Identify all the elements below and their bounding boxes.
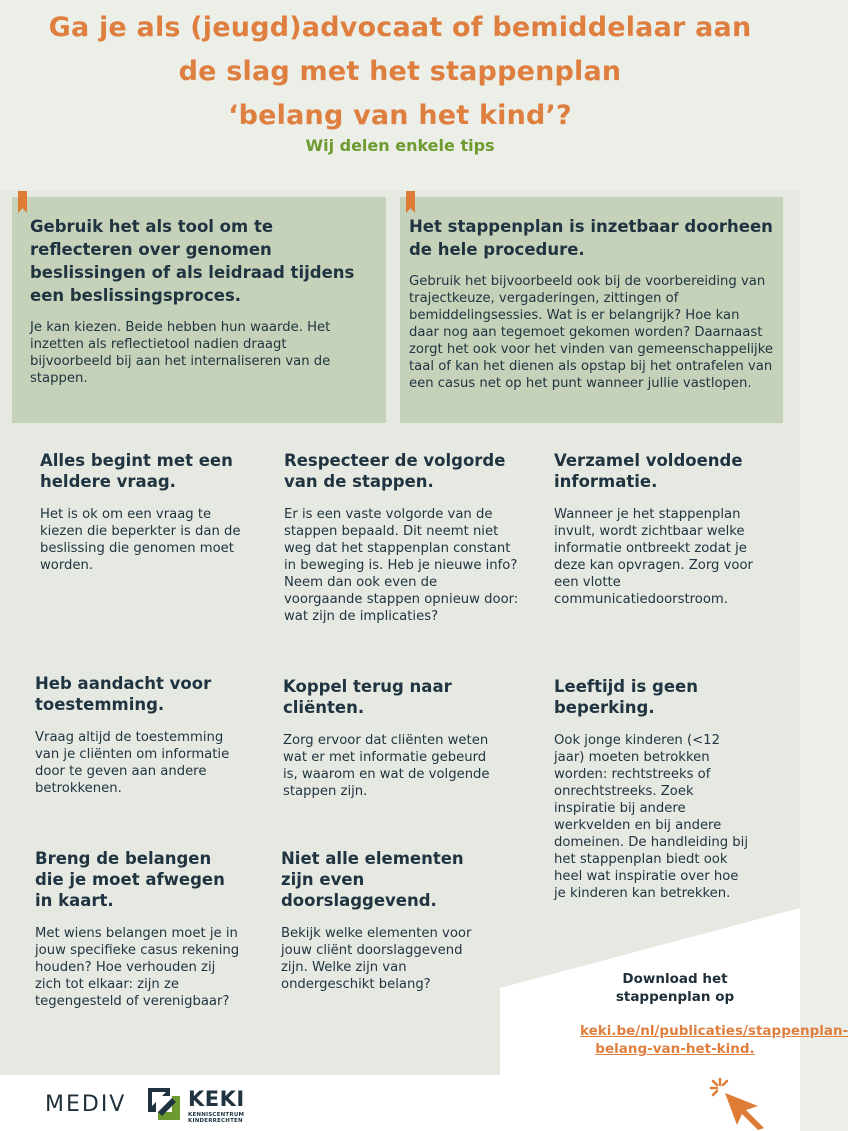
tip-heading: Respecteer de volgorde van de stappen. (284, 451, 506, 491)
keki-sub-line-1: KENNISCENTRUM (188, 1112, 245, 1118)
highlight-body: Gebruik het bijvoorbeeld ook bij de voorbereiding van trajectkeuze, vergaderingen, zittingen of bemiddelingsessies. Wat is er belangrijk? Hoe kan daar nog aan tegemoet gekomen worden? Daarnaast zorgt het ook voor het vinden van gemeenschappelijke taal of kan het dienen als opstap bij het ontrafelen van een casus net op het punt wanneer jullie vastlopen. (409, 274, 774, 391)
mediv-logo: MEDIV (45, 1092, 127, 1117)
highlight-heading: Gebruik het als tool om te reflecteren over genomen beslissingen of als leidraad tijdens een beslissingsproces. (30, 217, 355, 305)
download-title: Download het stappenplan op (615, 971, 735, 1005)
title-line-3: ‘belang van het kind’? (228, 100, 572, 131)
tip-doorslaggevend (281, 848, 481, 993)
highlight-heading: Het stappenplan is inzetbaar doorheen de hele procedure. (409, 217, 773, 259)
keki-subtitle (188, 1112, 244, 1124)
tip-toestemming (35, 673, 240, 797)
tip-body: Ook jonge kinderen (<12 jaar) moeten betrokken worden: rechtstreeks of onrechtstreeks. Zoek inspiratie bij andere werkvelden en bij andere domeinen. De handleiding bij het stappenplan biedt ook heel wat inspiratie over hoe je kinderen kan betrekken. (554, 733, 749, 901)
bookmark-icon (406, 191, 415, 213)
tip-informatie (554, 450, 764, 608)
tip-heading: Niet alle elementen zijn even doorslaggevend. (281, 849, 464, 910)
download-link[interactable]: keki.be/nl/publicaties/stappenplan-belang-van-het-kind. (580, 1023, 848, 1057)
cursor-click-icon (708, 1076, 774, 1130)
tip-heading: Heb aandacht voor toestemming. (35, 674, 212, 714)
tip-body: Zorg ervoor dat cliënten weten wat er met informatie gebeurd is, waarom en wat de volgende stappen zijn. (283, 733, 490, 799)
title-line-2: de slag met het stappenplan (178, 56, 622, 87)
bookmark-icon (18, 191, 27, 213)
tip-body: Met wiens belangen moet je in jouw specifieke casus rekening houden? Hoe verhouden zij zich tot elkaar: zijn ze tegengesteld of verenigbaar? (35, 926, 240, 1009)
keki-wordmark: KEKI (188, 1087, 245, 1111)
tip-terugkoppeling (283, 676, 503, 800)
page-title (30, 6, 770, 138)
highlight-body: Je kan kiezen. Beide hebben hun waarde. Het inzetten als reflectietool nadien draagt bijvoorbeeld bij aan het internaliseren van de stappen. (30, 320, 331, 386)
highlight-box-reflect (12, 197, 386, 423)
tip-heading: Alles begint met een heldere vraag. (40, 451, 233, 491)
title-line-1: Ga je als (jeugd)advocaat of bemiddelaar aan (48, 12, 752, 43)
highlight-box-procedure (400, 197, 783, 423)
download-block (580, 970, 848, 1058)
tip-volgorde (284, 450, 519, 625)
tip-heading: Verzamel voldoende informatie. (554, 451, 743, 491)
tip-heldere-vraag (40, 450, 250, 574)
keki-logo (144, 1084, 264, 1126)
keki-sub-line-2: KINDERRECHTEN (188, 1118, 243, 1124)
tip-body: Vraag altijd de toestemming van je cliënten om informatie door te geven aan andere betrokkenen. (35, 730, 230, 796)
tip-leeftijd (554, 676, 749, 902)
tip-heading: Koppel terug naar cliënten. (283, 677, 452, 717)
tip-belangen (35, 848, 240, 1010)
tip-body: Bekijk welke elementen voor jouw cliënt doorslaggevend zijn. Welke zijn van ondergeschikt belang? (281, 926, 472, 992)
tip-body: Wanneer je het stappenplan invult, wordt zichtbaar welke informatie ontbreekt zodat je deze kan opvragen. Zorg voor een vlotte communicatiedoorstroom. (554, 507, 753, 607)
tip-body: Het is ok om een vraag te kiezen die beperkter is dan de beslissing die genomen moet worden. (40, 507, 241, 573)
page-subtitle: Wij delen enkele tips (305, 136, 495, 155)
tip-heading: Leeftijd is geen beperking. (554, 677, 698, 717)
tip-body: Er is een vaste volgorde van de stappen bepaald. Dit neemt niet weg dat het stappenplan constant in beweging is. Heb je nieuwe info? Neem dan ook even de voorgaande stappen opnieuw door: wat zijn de implicaties? (284, 507, 519, 624)
keki-logo-icon (144, 1084, 184, 1124)
tip-heading: Breng de belangen die je moet afwegen in kaart. (35, 849, 225, 910)
